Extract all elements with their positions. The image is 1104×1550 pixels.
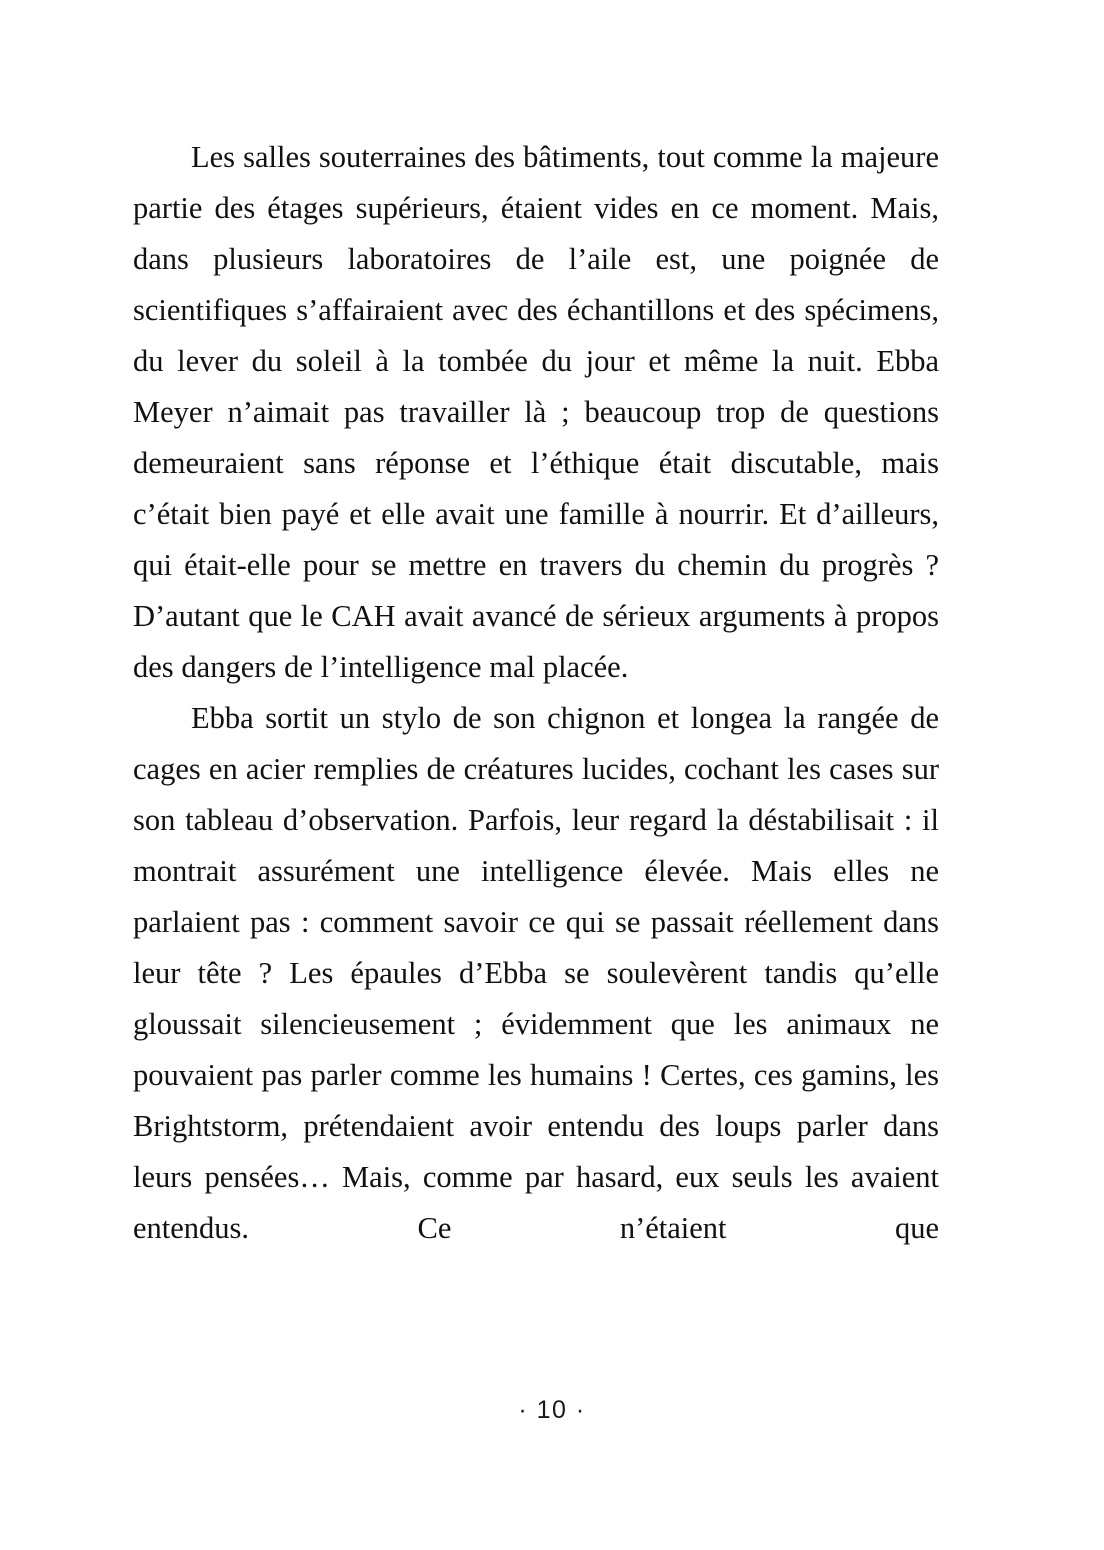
body-paragraph-1: Les salles souterraines des bâtiments, tout comme la majeure partie des étages supérieurs, étaient vides en ce moment. Mais, dans plusieurs laboratoires de l’aile est, une poignée de scientifiques s’affairaient avec des échantillons et des spécimens, du lever du soleil à la tombée du jour et même la nuit. Ebba Meyer n’aimait pas travailler là ; beaucoup trop de questions demeuraient sans réponse et l’éthique était discutable, mais c’était bien payé et elle avait une famille à nourrir. Et d’ailleurs, qui était-elle pour se mettre en travers du chemin du progrès ? D’autant que le CAH avait avancé de sérieux arguments à propos des dangers de l’intelligence mal placée. xyxy=(133,140,939,684)
page-number: · 10 · xyxy=(518,1396,586,1424)
body-paragraph-2: Ebba sortit un stylo de son chignon et longea la rangée de cages en acier remplies de créatures lucides, cochant les cases sur son tableau d’observation. Parfois, leur regard la déstabilisait : il montrait assurément une intelligence élevée. Mais elles ne parlaient pas : comment savoir ce qui se passait réellement dans leur tête ? Les épaules d’Ebba se soulevèrent tandis qu’elle gloussait silencieusement ; évidemment que les animaux ne pouvaient pas parler comme les humains ! Certes, ces gamins, les Brightstorm, prétendaient avoir entendu des loups parler dans leurs pensées… Mais, comme par hasard, eux seuls les avaient entendus. Ce n’étaient que xyxy=(133,701,939,1245)
page-text-block xyxy=(133,132,939,1254)
